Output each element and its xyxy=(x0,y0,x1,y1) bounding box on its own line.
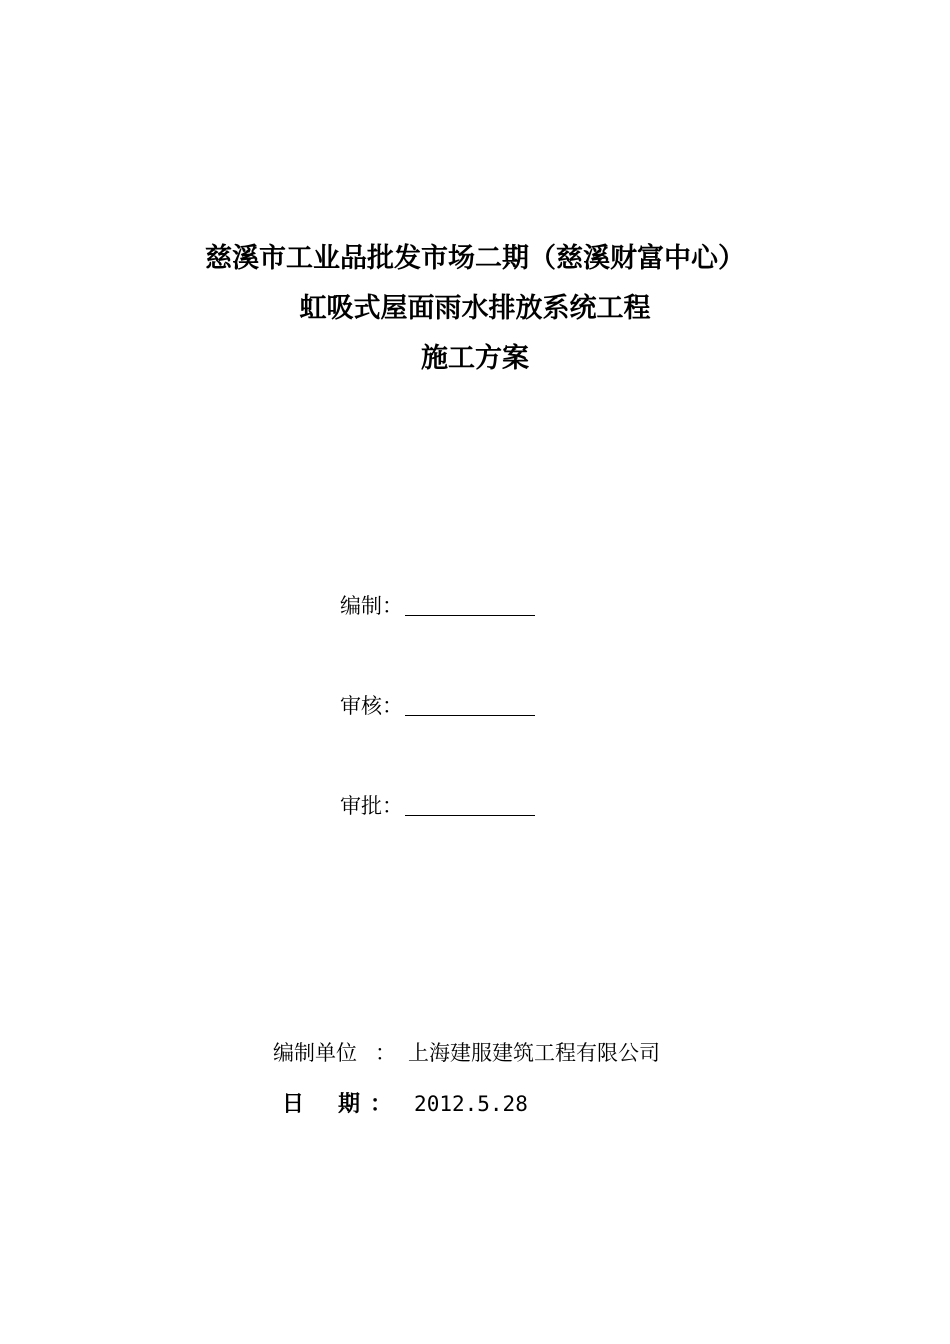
document-title-line-2: 虹吸式屋面雨水排放系统工程 xyxy=(299,293,651,324)
date-label-char-2: 期 xyxy=(338,1092,361,1117)
document-title-line-1: 慈溪市工业品批发市场二期（慈溪财富中心） xyxy=(205,243,745,274)
date-row xyxy=(282,1090,528,1119)
compiling-unit-value: 上海建服建筑工程有限公司 xyxy=(408,1041,660,1065)
compile-signature-row xyxy=(340,590,535,620)
date-value: 2012.5.28 xyxy=(414,1092,528,1116)
compile-label: 编制： xyxy=(340,594,403,618)
review-signature-row xyxy=(340,690,535,720)
approve-label: 审批： xyxy=(340,794,403,818)
date-colon: ： xyxy=(370,1092,393,1117)
compiling-unit-row xyxy=(273,1039,660,1067)
review-signature-line xyxy=(405,715,535,716)
review-label: 审核： xyxy=(340,694,403,718)
approve-signature-line xyxy=(405,815,535,816)
date-label xyxy=(282,1092,360,1117)
compiling-unit-label: 编制单位 xyxy=(273,1041,357,1065)
compile-signature-line xyxy=(405,615,535,616)
date-label-char-1: 日 xyxy=(282,1092,305,1117)
document-title-line-3: 施工方案 xyxy=(421,343,529,374)
approve-signature-row xyxy=(340,790,535,820)
compiling-unit-colon: ： xyxy=(375,1041,396,1065)
